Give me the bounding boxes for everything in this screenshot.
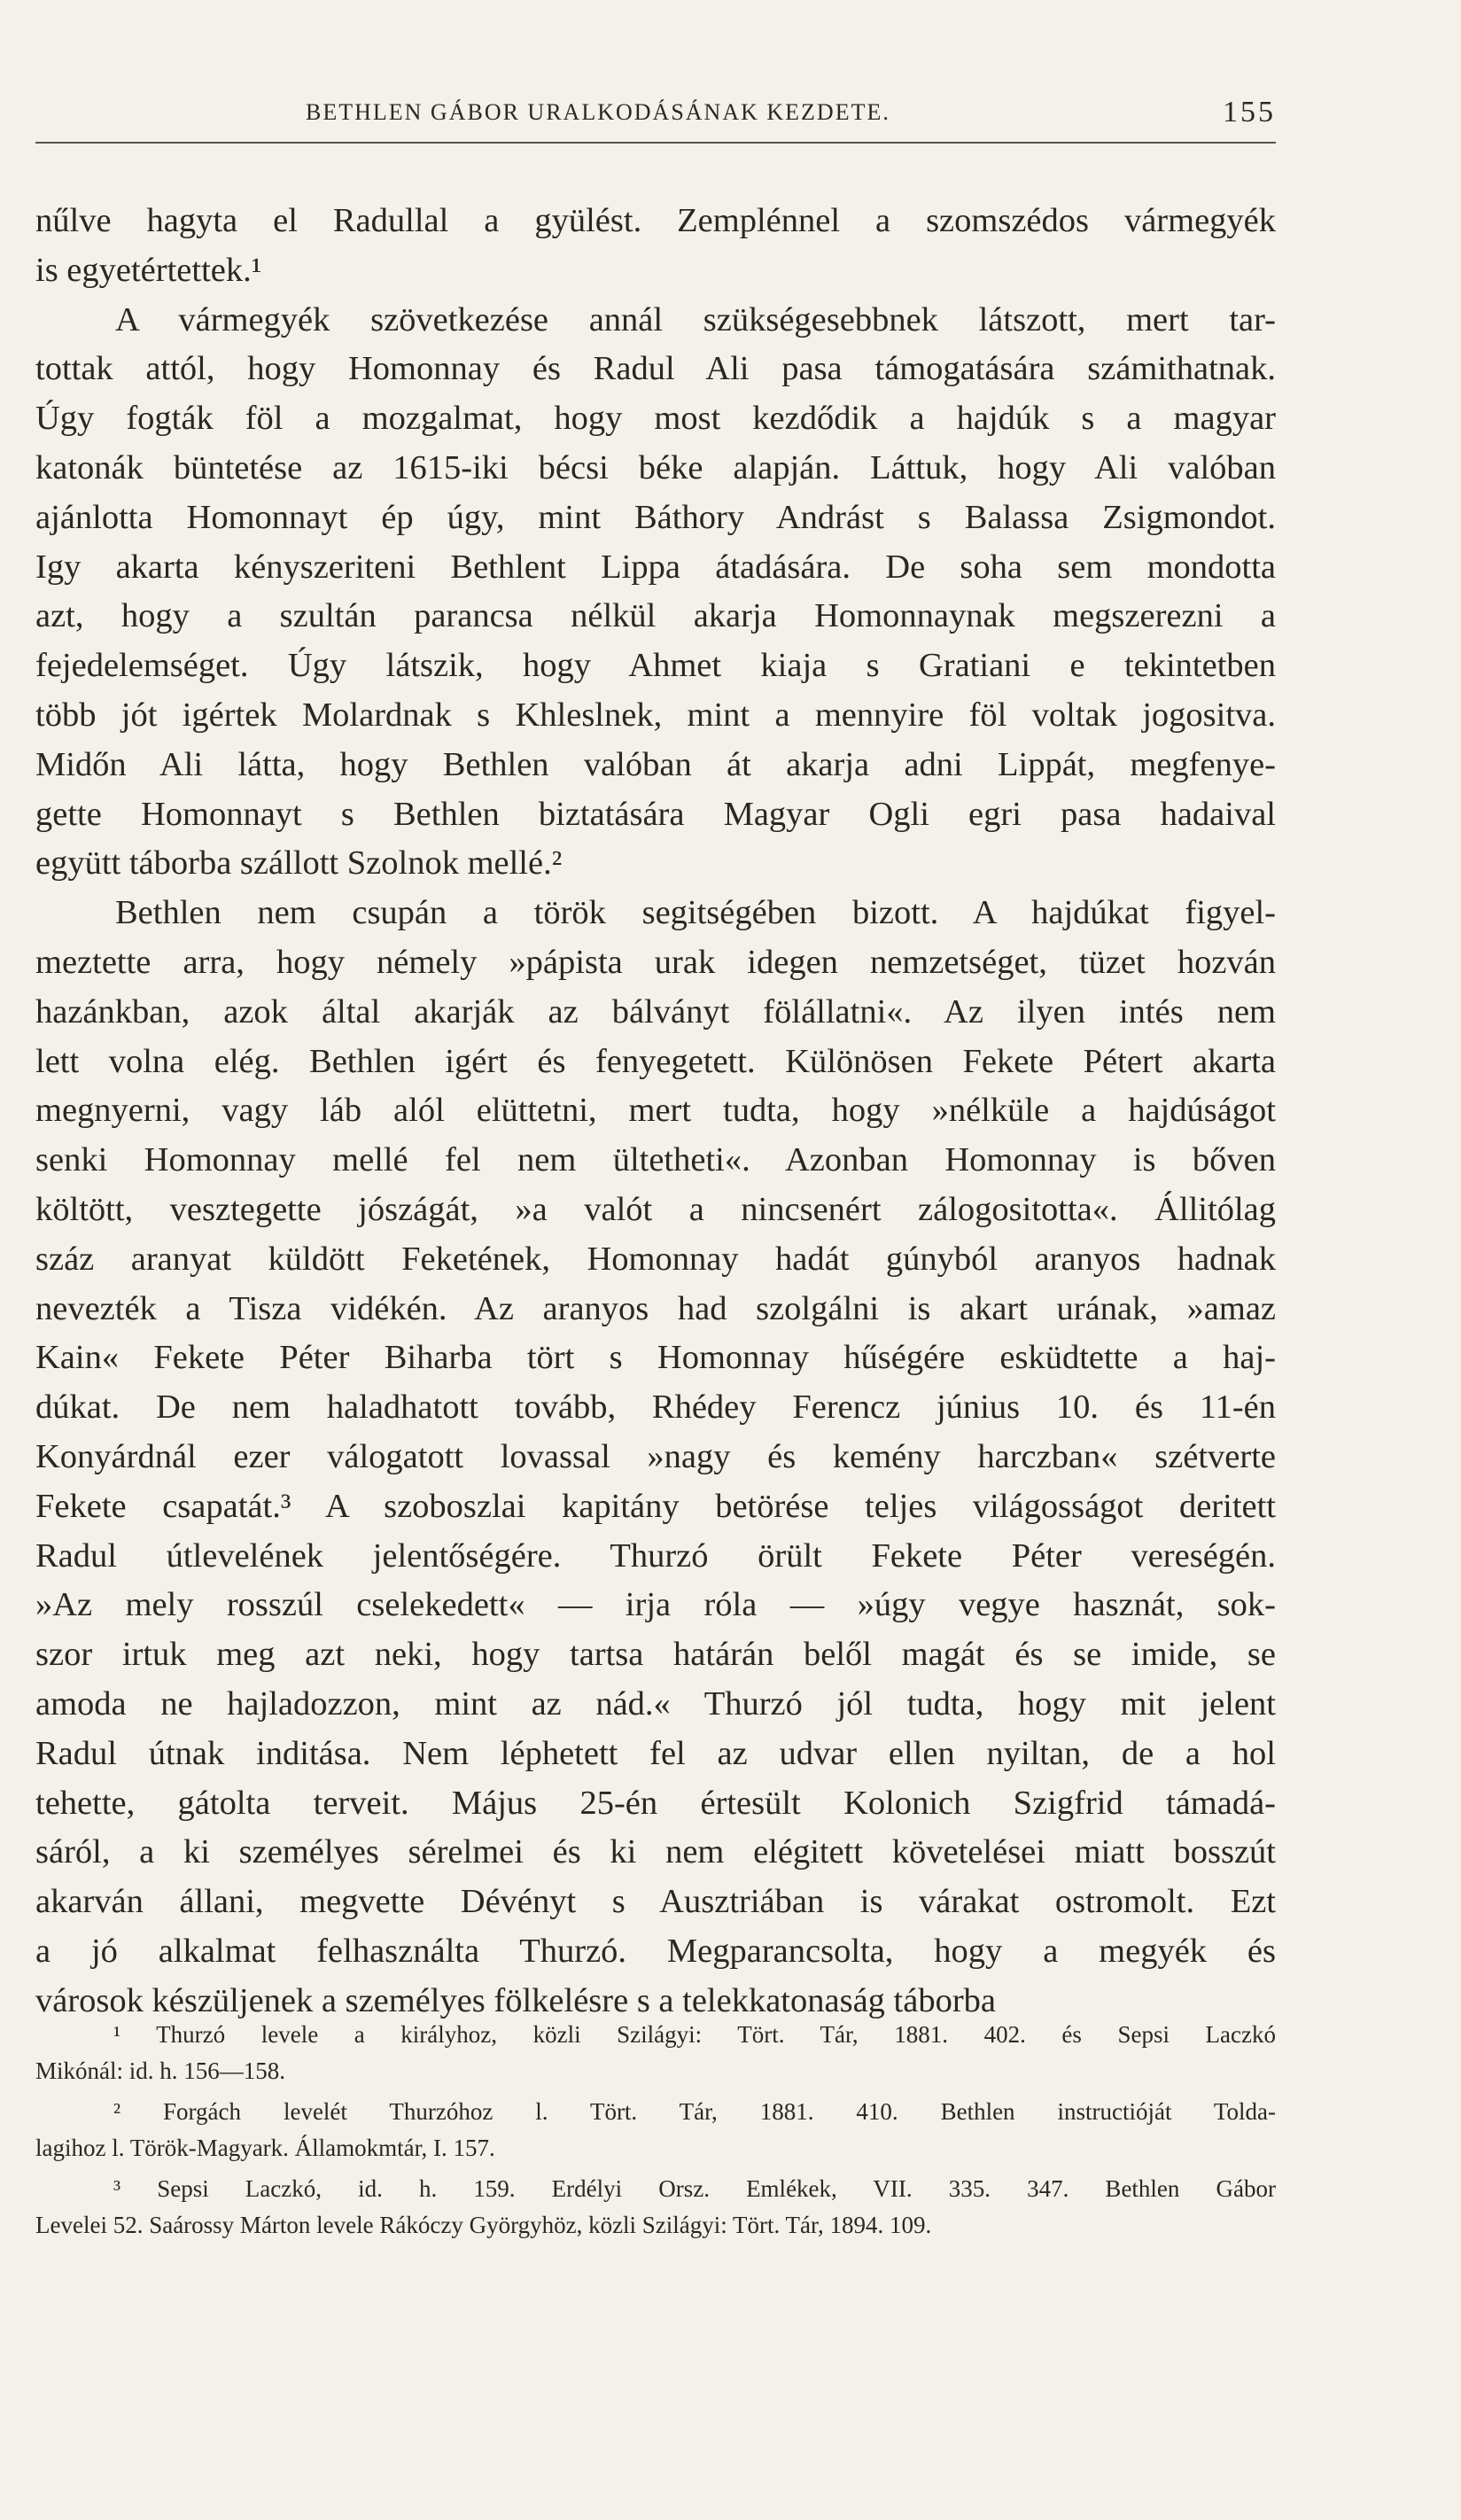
text-line: Úgy fogták föl a mozgalmat, hogy most kezdődik a hajdúk s a magyar bbox=[35, 400, 1276, 438]
text-line: nevezték a Tisza vidékén. Az aranyos had szolgálni is akart urának, »amaz bbox=[35, 1289, 1276, 1327]
text-line: Fekete csapatát.³ A szoboszlai kapitány betörése teljes világosságot deritett bbox=[35, 1487, 1276, 1525]
text-line: fejedelemséget. Úgy látszik, hogy Ahmet kiaja s Gratiani e tekintetben bbox=[35, 647, 1276, 685]
footnote-line: ² Forgách levelét Thurzóhoz l. Tört. Tár, 1881. 410. Bethlen instructióját Tolda- bbox=[113, 2098, 1276, 2125]
footnote-line: ¹ Thurzó levele a királyhoz, közli Szilágyi: Tört. Tár, 1881. 402. és Sepsi Laczkó bbox=[113, 2021, 1276, 2048]
footnote-line: lagihoz l. Török-Magyark. Államokmtár, I. 157. bbox=[35, 2134, 495, 2161]
text-line: Igy akarta kényszeriteni Bethlent Lippa átadására. De soha sem mondotta bbox=[35, 548, 1276, 586]
footnotes bbox=[35, 2017, 1276, 2248]
text-line: városok készüljenek a személyes fölkelésre s a telekkatonaság táborba bbox=[35, 1981, 996, 2019]
text-line: meztette arra, hogy némely »pápista urak idegen nemzetséget, tüzet hozván bbox=[35, 943, 1276, 981]
text-line: száz aranyat küldött Feketének, Homonnay hadát gúnyból aranyos hadnak bbox=[35, 1240, 1276, 1278]
text-line: »Az mely rosszúl cselekedett« — irja róla — »úgy vegye hasznát, sok- bbox=[35, 1586, 1276, 1624]
footnote-line: Levelei 52. Saárossy Márton levele Rákóczy Györgyhöz, közli Szilágyi: Tört. Tár, 1894. 109. bbox=[35, 2211, 932, 2238]
paragraph bbox=[35, 296, 1276, 890]
footnote bbox=[35, 2017, 1276, 2088]
text-line: senki Homonnay mellé fel nem ültetheti«. Azonban Homonnay is bőven bbox=[35, 1141, 1276, 1179]
footnote bbox=[35, 2171, 1276, 2243]
text-line: Radul útlevelének jelentőségére. Thurzó örült Fekete Péter vereségén. bbox=[35, 1536, 1276, 1575]
footnote-line: Mikónál: id. h. 156—158. bbox=[35, 2057, 285, 2084]
paragraph bbox=[35, 197, 1276, 296]
text-line: akarván állani, megvette Dévényt s Ausztriában is várakat ostromolt. Ezt bbox=[35, 1883, 1276, 1921]
text-line: gette Homonnayt s Bethlen biztatására Magyar Ogli egri pasa hadaival bbox=[35, 795, 1276, 833]
text-line: megnyerni, vagy láb alól elüttetni, mert tudta, hogy »nélküle a hajdúságot bbox=[35, 1092, 1276, 1130]
text-line: sáról, a ki személyes sérelmei és ki nem elégitett követelései miatt bosszút bbox=[35, 1833, 1276, 1871]
text-line: hazánkban, azok által akarják az bálványt fölállatni«. Az ilyen intés nem bbox=[35, 992, 1276, 1031]
page-number: 155 bbox=[1223, 96, 1276, 128]
text-line: dúkat. De nem haladhatott tovább, Rhédey Ferencz június 10. és 11-én bbox=[35, 1388, 1276, 1427]
text-line: lett volna elég. Bethlen igért és fenyegetett. Különösen Fekete Pétert akarta bbox=[35, 1042, 1276, 1080]
text-line: Midőn Ali látta, hogy Bethlen valóban át akarja adni Lippát, megfenye- bbox=[35, 745, 1276, 783]
text-line: nűlve hagyta el Radullal a gyülést. Zemplénnel a szomszédos vármegyék bbox=[35, 202, 1276, 239]
text-line: Radul útnak inditása. Nem léphetett fel az udvar ellen nyiltan, de a hol bbox=[35, 1734, 1276, 1772]
text-line: ajánlotta Homonnayt ép úgy, mint Báthory Andrást s Balassa Zsigmondot. bbox=[35, 498, 1276, 536]
text-line: amoda ne hajladozzon, mint az nád.« Thurzó jól tudta, hogy mit jelent bbox=[35, 1684, 1276, 1723]
running-title: BETHLEN GÁBOR URALKODÁSÁNAK KEZDETE. bbox=[306, 99, 890, 125]
page-header bbox=[35, 96, 1276, 144]
body-text bbox=[35, 197, 1276, 2026]
text-line: Kain« Fekete Péter Biharba tört s Homonnay hűségére esküdtette a haj- bbox=[35, 1339, 1276, 1377]
text-line: Bethlen nem csupán a török segitségében bizott. A hajdúkat figyel- bbox=[115, 894, 1276, 932]
text-line: azt, hogy a szultán parancsa nélkül akarja Homonnaynak megszerezni a bbox=[35, 597, 1276, 635]
text-line: tottak attól, hogy Homonnay és Radul Ali pasa támogatására számithatnak. bbox=[35, 350, 1276, 388]
text-line: katonák büntetése az 1615-iki bécsi béke alapján. Láttuk, hogy Ali valóban bbox=[35, 448, 1276, 486]
text-line: a jó alkalmat felhasználta Thurzó. Megparancsolta, hogy a megyék és bbox=[35, 1932, 1276, 1970]
text-line: is egyetértettek.¹ bbox=[35, 251, 262, 289]
text-line: szor irtuk meg azt neki, hogy tartsa határán belől magát és se imide, se bbox=[35, 1636, 1276, 1674]
footnote bbox=[35, 2094, 1276, 2166]
text-line: költött, vesztegette jószágát, »a valót a nincsenért zálogositotta«. Állitólag bbox=[35, 1190, 1276, 1228]
text-line: több jót igértek Molardnak s Khleslnek, mint a mennyire föl voltak jogositva. bbox=[35, 696, 1276, 734]
text-line: A vármegyék szövetkezése annál szükségesebbnek látszott, mert tar- bbox=[115, 300, 1276, 338]
header-rule bbox=[35, 142, 1276, 144]
footnote-line: ³ Sepsi Laczkó, id. h. 159. Erdélyi Orsz. Emlékek, VII. 335. 347. Bethlen Gábor bbox=[113, 2175, 1276, 2202]
text-line: együtt táborba szállott Szolnok mellé.² bbox=[35, 844, 563, 883]
text-line: tehette, gátolta terveit. Május 25-én értesült Kolonich Szigfrid támadá- bbox=[35, 1784, 1276, 1822]
paragraph bbox=[35, 889, 1276, 2026]
text-line: Konyárdnál ezer válogatott lovassal »nagy és kemény harczban« szétverte bbox=[35, 1437, 1276, 1475]
